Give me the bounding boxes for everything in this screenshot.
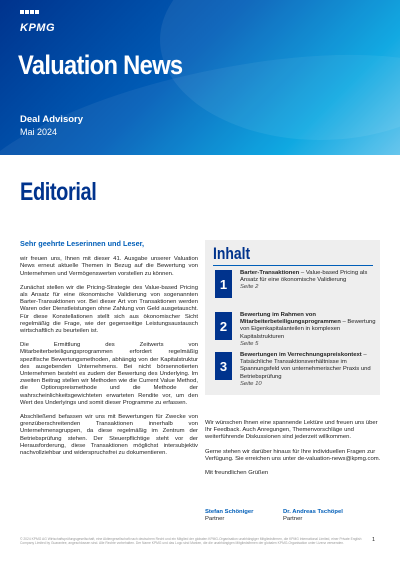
toc-page: Seite 2 (240, 284, 259, 291)
toc-number: 1 (215, 270, 232, 298)
issue-date: Mai 2024 (20, 127, 58, 137)
toc-title: Inhalt (213, 244, 251, 263)
salutation: Sehr geehrte Leserinnen und Leser, (20, 239, 145, 248)
logo-text: KPMG (20, 22, 55, 34)
toc-text (240, 352, 378, 388)
signatory-name: Dr. Andreas Tschöpel (283, 509, 343, 515)
editorial-right-column (205, 420, 383, 484)
legal-footer: © 2024 KPMG AG Wirtschaftsprüfungsgesellschaft, eine Aktiengesellschaft nach deutschem Recht und ein Mitglied der globalen KPMG-Organisation unabhängiger Mitgliedsfirmen, die KPMG International Limited, einer Private English Company Limited by Guarantee, angeschlossen sind. Alle Rechte vorbehalten. Der Name KPMG und das Logo sind Marken, die die unabhängigen Mitgliedsfirmen der globalen KPMG-Organisation unter Lizenz verwenden. (20, 537, 362, 545)
paragraph: Wir wünschen Ihnen eine spannende Lektüre und freuen uns über Ihr Feedback. Auch Anregungen, Themenvorschläge und weiterführende Diskussionen sind jederzeit willkommen. (205, 420, 378, 441)
signature (205, 509, 253, 523)
toc-text (240, 312, 378, 348)
toc-item-title: Bewertungen im Verrechnungspreiskontext (240, 352, 362, 358)
logo-square-icon (30, 10, 34, 14)
page-number: 1 (372, 537, 376, 543)
toc-item-title: Barter-Transaktionen (240, 270, 300, 276)
kpmg-logo (20, 10, 55, 34)
paragraph: Gerne stehen wir darüber hinaus für Ihre individuellen Fragen zur Verfügung. Sie erreichen uns unter de-valuation-news@kpmg.com. (205, 448, 381, 462)
editorial-left-column (20, 240, 198, 464)
service-line: Deal Advisory (20, 114, 84, 125)
logo-square-icon (25, 10, 29, 14)
magazine-title: Valuation News (18, 50, 183, 80)
toc-page: Seite 5 (240, 340, 259, 347)
paragraph: wir freuen uns, Ihnen mit dieser 41. Ausgabe unserer Valuation News erneut aktuelle Themen in Bezug auf die Bewertung von Unternehmen und Vermögenswerten vorstellen zu können. (20, 256, 198, 277)
signatory-role: Partner (283, 516, 303, 522)
header-banner (0, 0, 400, 155)
paragraph: Die Ermittlung des Zeitwerts von Mitarbeiterbeteiligungsprogrammen erfordert regelmäßig spezifische Bewertungsmethoden, abhängig von der Kapitalstruktur des ausgebenden Unternehmens. Bei nicht börsennotierten Unternehmen besteht es zudem der Bewertung des Underlying. Im zweiten Beitrag stellen wir Methoden wie die Current Value Method, die Optionspreismethode und die Methode der wahrscheinlichkeitsgewichteten erwarteten Rendite vor, um den Wert des Underlyings und somit dieser Programme zu erfassen. (20, 342, 198, 406)
table-of-contents (205, 240, 380, 395)
toc-item-desc: – Bewertung von Eigenkapitalanteilen in komplexen Kapitalstrukturen (240, 319, 376, 340)
signatory-name: Stefan Schöniger (205, 509, 254, 515)
paragraph: Zunächst stellen wir die Pricing-Strategie des Value-based Pricing als Ansatz für eine ökonomische Validierung von sogenannten Barter-Transaktionen vor. Bei dieser Art von Transaktionen werden Waren oder Dienstleistungen ohne Zahlung von Geld ausgetauscht. Für diese Konstellationen stellt sich aus ökonomischer Sicht regelmäßig die Frage, wie der gegenseitige Leistungsaustausch wirtschaftlich zu beurteilen ist. (20, 284, 198, 335)
signatory-role: Partner (205, 516, 225, 522)
toc-page: Seite 10 (240, 380, 262, 387)
toc-item-desc: – Value-based Pricing als Ansatz für eine ökonomische Validierung (240, 270, 368, 284)
signature (283, 509, 343, 523)
toc-item-title: Bewertung im Rahmen von Mitarbeiterbeteiligungsprogrammen (240, 312, 341, 326)
logo-square-icon (20, 10, 24, 14)
section-heading: Editorial (20, 178, 97, 206)
toc-item-desc: – Tatsächliche Transaktionsverhältnisse im Spannungsfeld von unternehmerischer Praxis und Betriebsprüfung (240, 352, 371, 380)
toc-number: 2 (215, 312, 232, 340)
toc-number: 3 (215, 352, 232, 380)
closing-greeting: Mit freundlichen Grüßen (205, 470, 269, 477)
paragraph: Abschließend befassen wir uns mit Bewertungen für Zwecke von grenzüberschreitenden Transaktionen innerhalb von Unternehmensgruppen, da diese regelmäßig im Zentrum der Betriebsprüfung stehen. Der Steuerpflichtige steht vor der Herausforderung, diese Transaktionen möglichst intersubjektiv nachvollziehbar und widerspruchsfrei zu dokumentieren. (20, 414, 198, 457)
toc-divider (213, 265, 373, 266)
toc-text (240, 270, 378, 292)
logo-square-icon (35, 10, 39, 14)
